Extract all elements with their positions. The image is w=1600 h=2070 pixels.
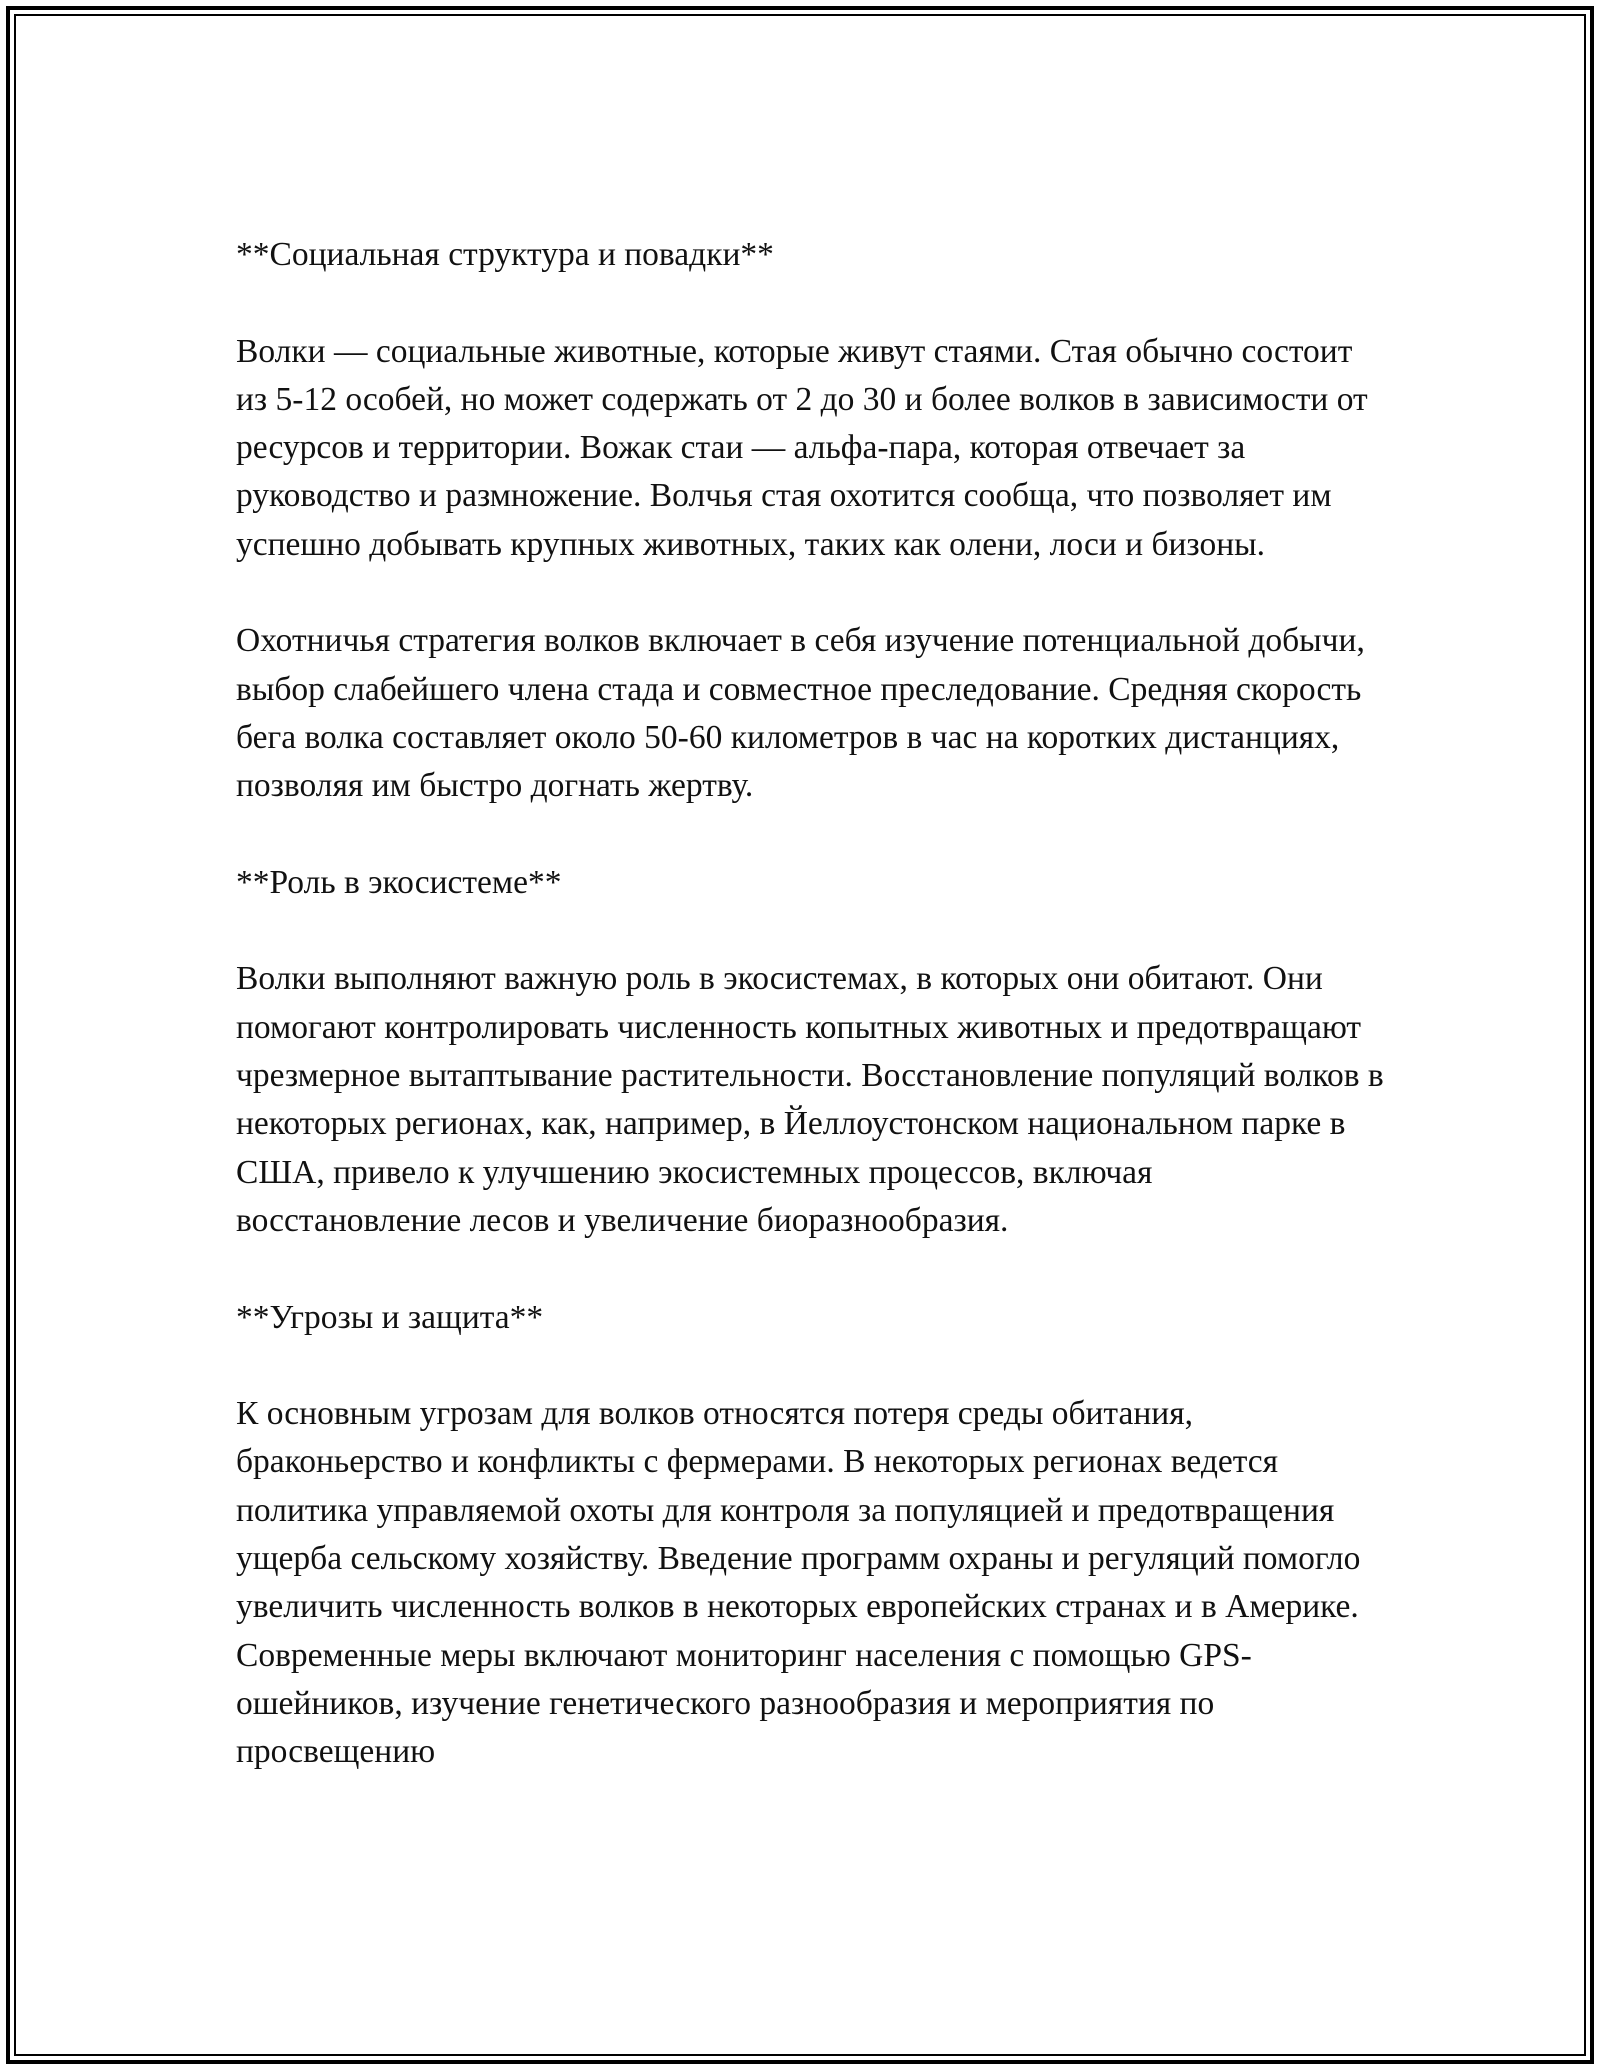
paragraph-ecosystem-role: Волки выполняют важную роль в экосистемах, в которых они обитают. Они помогают контролировать численность копытных животных и предотвращают чрезмерное вытаптывание растительности. Восстановление популяций волков в некоторых регионах, как, например, в Йеллоустонском национальном парке в США, привело к улучшению экосистемных процессов, включая восстановление лесов и увеличение биоразнообразия. xyxy=(236,960,1384,1239)
document-body xyxy=(236,231,1386,1777)
paragraph-hunting-strategy: Охотничья стратегия волков включает в себя изучение потенциальной добычи, выбор слабейшего члена стада и совместное преследование. Средняя скорость бега волка составляет около 50-60 километров в час на коротких дистанциях, позволяя им быстро догнать жертву. xyxy=(236,622,1365,805)
section-heading-threats: **Угрозы и защита** xyxy=(236,1298,544,1336)
paragraph-social-structure: Волки — социальные животные, которые живут стаями. Стая обычно состоит из 5-12 особей, но может содержать от 2 до 30 и более волков в зависимости от ресурсов и территории. Вожак стаи — альфа-пара, которая отвечает за руководство и размножение. Волчья стая охотится сообща, что позволяет им успешно добывать крупных животных, таких как олени, лоси и бизоны. xyxy=(236,332,1368,563)
paragraph-threats: К основным угрозам для волков относятся потеря среды обитания, браконьерство и конфликты с фермерами. В некоторых регионах ведется политика управляемой охоты для контроля за популяцией и предотвращения ущерба сельскому хозяйству. Введение программ охраны и регуляций помогло увеличить численность волков в некоторых европейских странах и в Америке. Современные меры включают мониторинг населения с помощью GPS-ошейников, изучение генетического разнообразия и мероприятия по просвещению xyxy=(236,1395,1361,1771)
section-heading-social-structure: **Социальная структура и повадки** xyxy=(236,236,774,273)
section-heading-ecosystem-role: **Роль в экосистеме** xyxy=(236,863,562,901)
